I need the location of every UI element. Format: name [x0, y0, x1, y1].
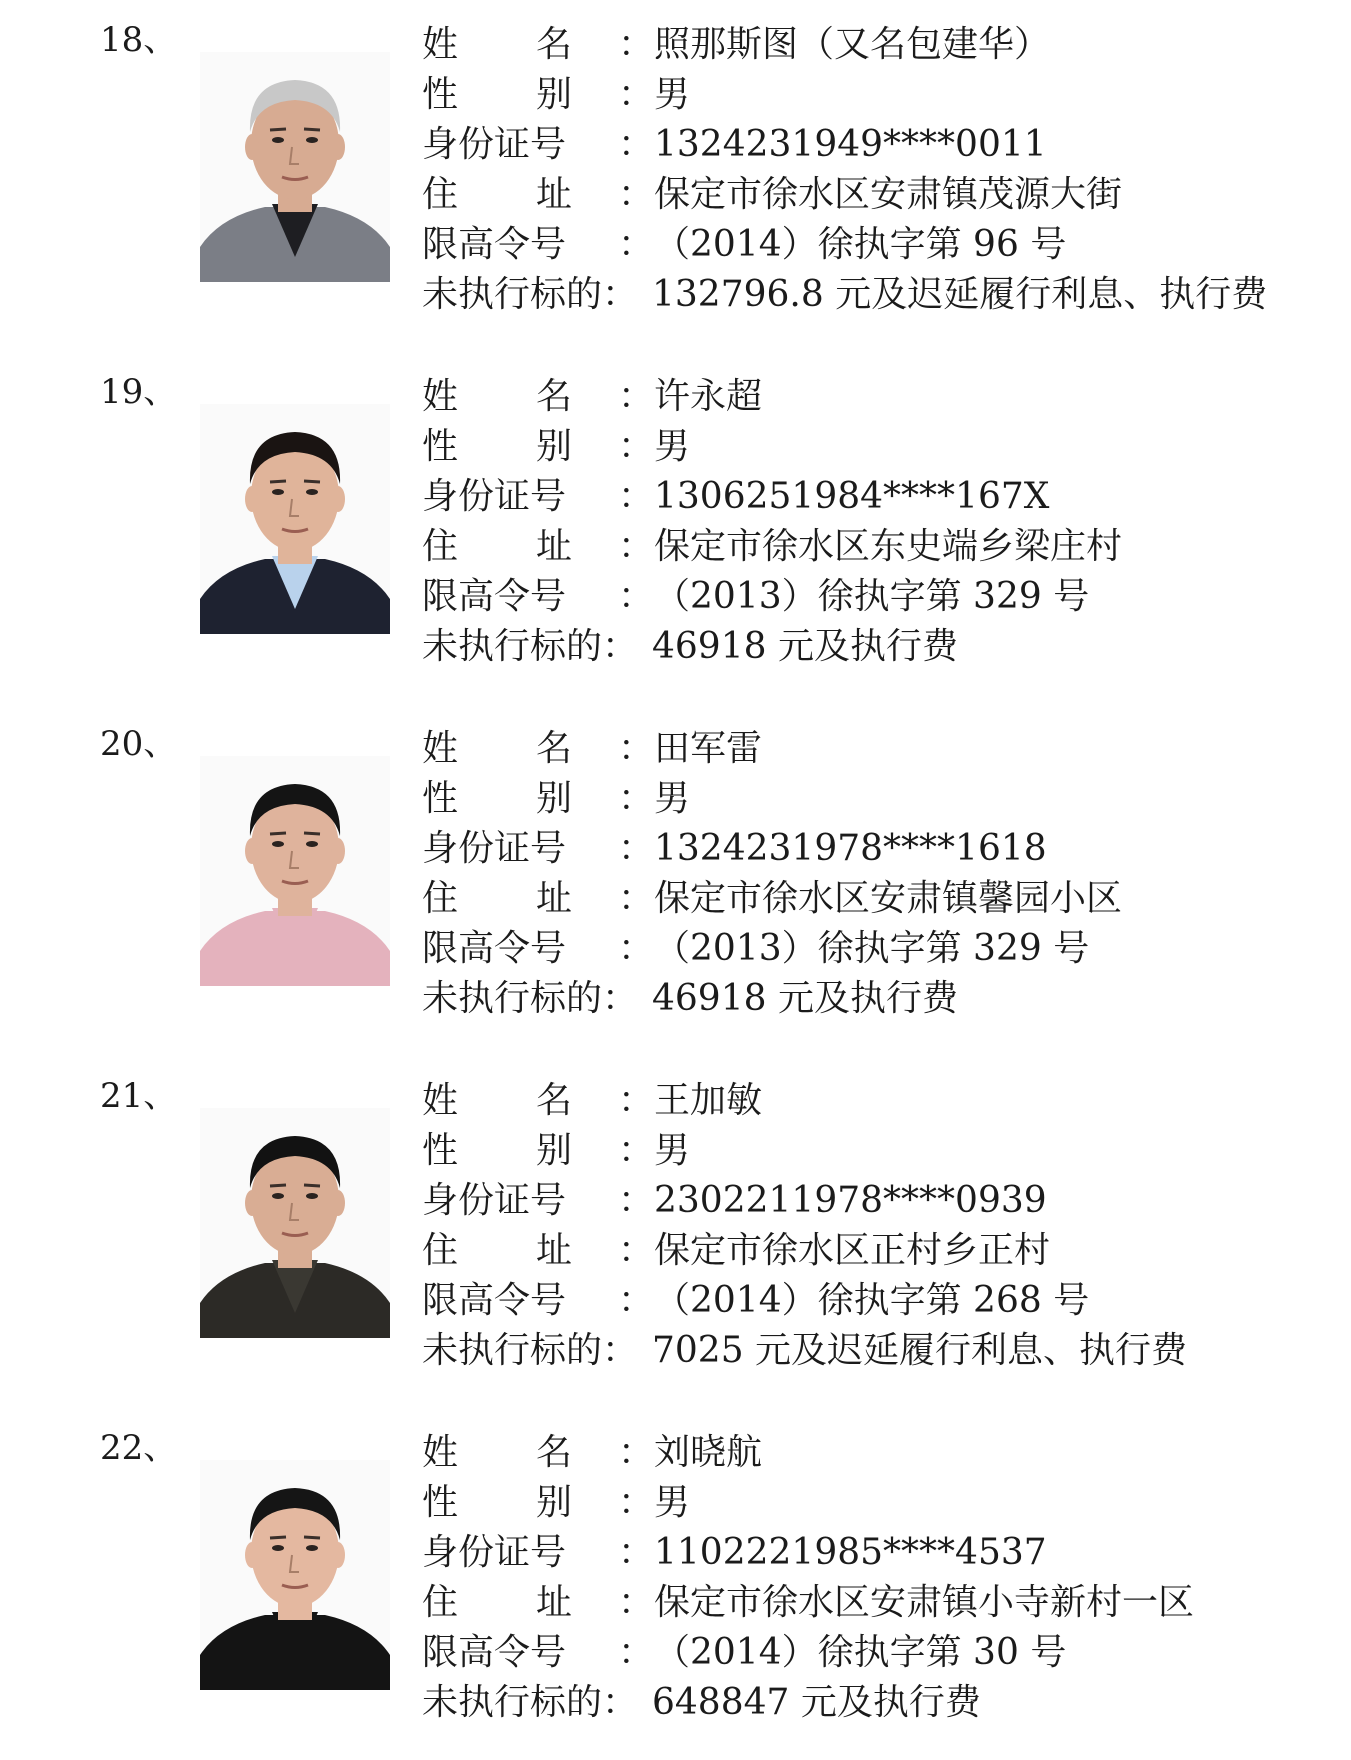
order-label: 限高令号 [422, 928, 567, 969]
gender-label: 性 别 [422, 778, 572, 819]
address-label: 住 址 [422, 526, 572, 567]
unexecuted-value: 132796.8 元及迟延履行利息、执行费 [652, 274, 1268, 315]
person-photo [200, 756, 390, 986]
address-value: 保定市徐水区东史端乡梁庄村 [654, 526, 1123, 567]
person-entry [0, 1056, 1351, 1408]
id-label: 身份证号 [422, 476, 567, 517]
id-label: 身份证号 [422, 1532, 567, 1573]
order-label: 限高令号 [422, 576, 567, 617]
unexecuted-label: 未执行标的： [422, 274, 639, 315]
address-label: 住 址 [422, 1582, 572, 1623]
colon: ： [618, 1130, 655, 1171]
order-value: （2013）徐执字第 329 号 [654, 576, 1090, 617]
unexecuted-label: 未执行标的： [422, 978, 639, 1019]
name-value: 刘晓航 [654, 1432, 763, 1473]
portrait-figure [200, 404, 390, 634]
name-label: 姓 名 [422, 1432, 572, 1473]
gender-value: 男 [654, 778, 691, 819]
colon: ： [618, 778, 655, 819]
portrait-figure [200, 1460, 390, 1690]
id-label: 身份证号 [422, 124, 567, 165]
name-label: 姓 名 [422, 376, 572, 417]
person-photo [200, 52, 390, 282]
person-photo [200, 1108, 390, 1338]
order-value: （2014）徐执字第 96 号 [654, 224, 1067, 265]
colon: ： [618, 1432, 655, 1473]
order-value: （2014）徐执字第 268 号 [654, 1280, 1090, 1321]
gender-value: 男 [654, 74, 691, 115]
colon: ： [618, 24, 655, 65]
gender-label: 性 别 [422, 74, 572, 115]
order-value: （2014）徐执字第 30 号 [654, 1632, 1067, 1673]
unexecuted-label: 未执行标的： [422, 1330, 639, 1371]
unexecuted-value: 7025 元及迟延履行利息、执行费 [652, 1330, 1188, 1371]
person-entry [0, 1408, 1351, 1760]
address-label: 住 址 [422, 878, 572, 919]
entry-index: 19、 [100, 372, 178, 412]
id-label: 身份证号 [422, 1180, 567, 1221]
entry-index: 22、 [100, 1428, 178, 1468]
gender-value: 男 [654, 1482, 691, 1523]
person-entry [0, 0, 1351, 352]
portrait-figure [200, 1108, 390, 1338]
colon: ： [618, 878, 655, 919]
colon: ： [618, 1080, 655, 1121]
name-value: 田军雷 [654, 728, 763, 769]
colon: ： [618, 224, 655, 265]
order-label: 限高令号 [422, 1632, 567, 1673]
address-value: 保定市徐水区安肃镇馨园小区 [654, 878, 1123, 919]
name-label: 姓 名 [422, 24, 572, 65]
name-label: 姓 名 [422, 728, 572, 769]
colon: ： [618, 1180, 655, 1221]
portrait-figure [200, 756, 390, 986]
unexecuted-value: 46918 元及执行费 [652, 978, 958, 1019]
person-entry [0, 352, 1351, 704]
order-label: 限高令号 [422, 1280, 567, 1321]
gender-label: 性 别 [422, 1482, 572, 1523]
address-label: 住 址 [422, 1230, 572, 1271]
gender-value: 男 [654, 1130, 691, 1171]
address-value: 保定市徐水区正村乡正村 [654, 1230, 1051, 1271]
colon: ： [618, 476, 655, 517]
order-label: 限高令号 [422, 224, 567, 265]
colon: ： [618, 174, 655, 215]
colon: ： [618, 1482, 655, 1523]
colon: ： [618, 526, 655, 567]
unexecuted-label: 未执行标的： [422, 1682, 639, 1723]
name-label: 姓 名 [422, 1080, 572, 1121]
gender-value: 男 [654, 426, 691, 467]
colon: ： [618, 1632, 655, 1673]
id-value: 1324231978****1618 [654, 828, 1047, 869]
id-value: 1306251984****167X [654, 476, 1050, 517]
order-value: （2013）徐执字第 329 号 [654, 928, 1090, 969]
address-value: 保定市徐水区安肃镇茂源大街 [654, 174, 1123, 215]
entry-index: 18、 [100, 20, 178, 60]
colon: ： [618, 828, 655, 869]
id-value: 1324231949****0011 [654, 124, 1047, 165]
person-photo [200, 404, 390, 634]
unexecuted-value: 46918 元及执行费 [652, 626, 958, 667]
portrait-figure [200, 52, 390, 282]
name-value: 王加敏 [654, 1080, 763, 1121]
name-value: 照那斯图（又名包建华） [654, 24, 1051, 65]
colon: ： [618, 124, 655, 165]
colon: ： [618, 1280, 655, 1321]
colon: ： [618, 1532, 655, 1573]
unexecuted-value: 648847 元及执行费 [652, 1682, 981, 1723]
id-value: 1102221985****4537 [654, 1532, 1047, 1573]
colon: ： [618, 376, 655, 417]
entry-index: 20、 [100, 724, 178, 764]
gender-label: 性 别 [422, 1130, 572, 1171]
person-entry [0, 704, 1351, 1056]
colon: ： [618, 74, 655, 115]
colon: ： [618, 426, 655, 467]
colon: ： [618, 728, 655, 769]
unexecuted-label: 未执行标的： [422, 626, 639, 667]
id-value: 2302211978****0939 [654, 1180, 1047, 1221]
name-value: 许永超 [654, 376, 763, 417]
colon: ： [618, 1582, 655, 1623]
address-label: 住 址 [422, 174, 572, 215]
colon: ： [618, 1230, 655, 1271]
person-photo [200, 1460, 390, 1690]
id-label: 身份证号 [422, 828, 567, 869]
gender-label: 性 别 [422, 426, 572, 467]
entry-index: 21、 [100, 1076, 178, 1116]
address-value: 保定市徐水区安肃镇小寺新村一区 [654, 1582, 1195, 1623]
colon: ： [618, 576, 655, 617]
colon: ： [618, 928, 655, 969]
